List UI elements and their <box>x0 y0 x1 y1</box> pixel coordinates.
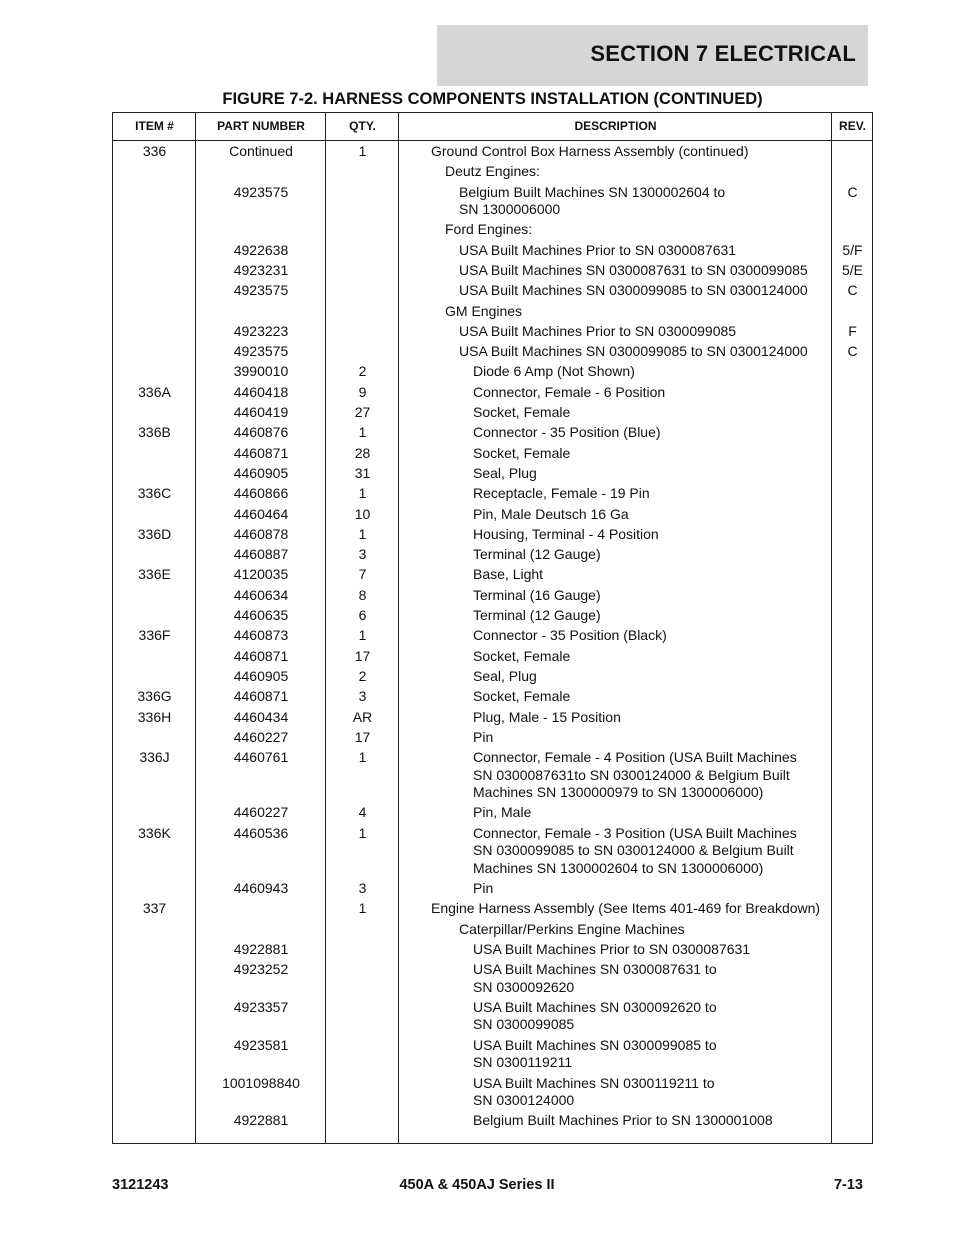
item-number-cell: 336H <box>137 708 172 725</box>
part-number-cell: 4460871 <box>233 444 289 461</box>
table-row <box>113 424 872 444</box>
description-line: USA Built Machines Prior to SN 0300099085 <box>459 322 737 339</box>
table-row <box>113 323 872 343</box>
section-header-band <box>437 25 868 86</box>
table-row <box>113 404 872 424</box>
part-number-cell: 4460418 <box>233 383 289 400</box>
description-line: USA Built Machines SN 0300087631 to SN 0300099085 <box>459 261 808 278</box>
description-line: USA Built Machines Prior to SN 0300087631 <box>473 940 751 957</box>
item-number-cell: 336K <box>138 824 171 841</box>
table-row <box>113 1112 872 1132</box>
part-number-cell: 4460866 <box>233 485 289 502</box>
table-row <box>113 941 872 961</box>
part-number-cell: 4923575 <box>233 183 289 200</box>
table-row <box>113 1037 872 1075</box>
quantity-cell: 1 <box>358 749 367 766</box>
table-row <box>113 546 872 566</box>
description-line: USA Built Machines SN 0300092620 to <box>473 998 717 1015</box>
description-line: Terminal (12 Gauge) <box>473 607 601 624</box>
table-row <box>113 485 872 505</box>
table-row <box>113 363 872 383</box>
figure-title: FIGURE 7-2. HARNESS COMPONENTS INSTALLATION (CONTINUED) <box>222 90 763 108</box>
part-number-cell: 4460876 <box>233 424 289 441</box>
page-number: 7-13 <box>833 1177 863 1193</box>
description-line: USA Built Machines SN 0300099085 to <box>473 1036 717 1053</box>
description-line: GM Engines <box>445 302 523 319</box>
description-cell <box>459 242 736 260</box>
description-cell <box>473 961 717 996</box>
quantity-cell: 28 <box>354 444 371 461</box>
part-number-cell: 4460905 <box>233 667 289 684</box>
revision-cell: C <box>847 343 858 360</box>
description-line: Diode 6 Amp (Not Shown) <box>473 363 635 380</box>
description-line: Pin <box>473 880 494 896</box>
part-number-cell: 4922881 <box>233 1112 289 1129</box>
quantity-cell: 8 <box>358 586 367 603</box>
description-line: Connector - 35 Position (Black) <box>473 627 667 644</box>
quantity-cell: 1 <box>358 900 367 917</box>
quantity-cell: 17 <box>354 647 371 664</box>
description-cell <box>445 303 522 321</box>
description-line: Terminal (12 Gauge) <box>473 546 601 563</box>
table-row <box>113 880 872 900</box>
table-row <box>113 1075 872 1113</box>
description-line: SN 0300087631to SN 0300124000 & Belgium Built <box>473 766 790 783</box>
part-number-cell: 4923357 <box>233 998 289 1015</box>
section-title: SECTION 7 ELECTRICAL <box>590 41 856 66</box>
part-number-cell: 4460227 <box>233 804 289 821</box>
part-number-cell: 4460536 <box>233 824 289 841</box>
description-cell <box>473 804 531 822</box>
description-cell <box>473 607 601 625</box>
column-header-description: DESCRIPTION <box>574 119 657 133</box>
table-row <box>113 961 872 999</box>
part-number-cell: 4923231 <box>233 261 289 278</box>
table-row <box>113 999 872 1037</box>
quantity-cell: 3 <box>358 546 367 563</box>
description-cell <box>431 900 820 918</box>
table-row <box>113 282 872 302</box>
description-cell <box>473 546 601 564</box>
description-line: USA Built Machines SN 0300119211 to <box>473 1074 715 1091</box>
description-line: USA Built Machines SN 0300087631 to <box>473 961 717 978</box>
table-row <box>113 465 872 485</box>
description-cell <box>473 999 717 1034</box>
item-number-cell: 336F <box>138 627 171 644</box>
description-line: SN 0300124000 <box>473 1092 575 1109</box>
quantity-cell: 9 <box>358 383 367 400</box>
table-row <box>113 749 872 804</box>
description-cell <box>473 363 635 381</box>
part-number-cell: 4460943 <box>233 880 289 896</box>
description-line: Receptacle, Female - 19 Pin <box>473 485 650 502</box>
item-number-cell: 336D <box>137 525 172 542</box>
description-line: Base, Light <box>473 566 544 583</box>
item-number-cell: 336J <box>139 749 170 766</box>
description-line: Socket, Female <box>473 444 571 461</box>
column-header-item: ITEM # <box>135 119 174 133</box>
table-row <box>113 648 872 668</box>
description-cell <box>473 709 621 727</box>
description-line: Socket, Female <box>473 647 571 664</box>
part-number-cell: 4923252 <box>233 961 289 978</box>
description-cell <box>473 880 493 898</box>
item-number-cell: 337 <box>142 900 167 917</box>
description-cell <box>473 445 570 463</box>
table-row <box>113 221 872 241</box>
table-row <box>113 709 872 729</box>
description-cell <box>473 566 543 584</box>
description-line: Belgium Built Machines SN 1300002604 to <box>459 183 726 200</box>
description-cell <box>473 1112 773 1130</box>
part-number-cell: 4460887 <box>233 546 289 563</box>
description-line: Socket, Female <box>473 688 571 705</box>
quantity-cell: 7 <box>358 566 367 583</box>
revision-cell: C <box>847 282 858 299</box>
part-number-cell: 4460871 <box>233 688 289 705</box>
description-line: SN 0300099085 <box>473 1016 575 1033</box>
table-row <box>113 526 872 546</box>
description-line: Engine Harness Assembly (See Items 401-469 for Breakdown) <box>431 900 821 917</box>
description-line: Connector, Female - 3 Position (USA Built Machines <box>473 824 797 841</box>
description-cell <box>473 648 570 666</box>
part-number-cell: 4460634 <box>233 586 289 603</box>
revision-cell: 5/F <box>842 241 863 258</box>
document-number: 3121243 <box>112 1177 169 1193</box>
column-header-rev: REV. <box>839 119 866 133</box>
description-cell <box>473 526 659 544</box>
description-cell <box>445 163 540 181</box>
table-row <box>113 921 872 941</box>
quantity-cell: AR <box>352 708 373 725</box>
table-row <box>113 184 872 222</box>
quantity-cell: 1 <box>358 485 367 502</box>
description-line: Caterpillar/Perkins Engine Machines <box>459 920 685 937</box>
quantity-cell: 31 <box>354 464 371 481</box>
part-number-cell: 4120035 <box>233 566 289 583</box>
table-header-row <box>113 113 872 141</box>
parts-table <box>112 112 873 1144</box>
part-number-cell: 4923581 <box>233 1036 289 1053</box>
description-cell <box>473 627 667 645</box>
table-row <box>113 262 872 282</box>
description-line: USA Built Machines SN 0300099085 to SN 0300124000 <box>459 282 808 299</box>
part-number-cell: 4460464 <box>233 505 289 522</box>
quantity-cell: 1 <box>358 525 367 542</box>
part-number-cell: 3990010 <box>233 363 289 380</box>
table-row <box>113 566 872 586</box>
description-line: SN 1300006000 <box>459 201 561 218</box>
item-number-cell: 336B <box>138 424 171 441</box>
description-cell <box>473 668 537 686</box>
description-line: Connector - 35 Position (Blue) <box>473 424 661 441</box>
description-line: USA Built Machines SN 0300099085 to SN 0300124000 <box>459 343 808 360</box>
table-row <box>113 804 872 824</box>
description-cell <box>473 825 797 878</box>
part-number-cell: 4460761 <box>233 749 289 766</box>
description-cell <box>473 1075 715 1110</box>
quantity-cell: 2 <box>358 363 367 380</box>
part-number-cell: 4922638 <box>233 241 289 258</box>
description-line: Connector, Female - 6 Position <box>473 383 666 400</box>
description-cell <box>459 343 808 361</box>
quantity-cell: 1 <box>358 627 367 644</box>
description-line: Ground Control Box Harness Assembly (continued) <box>431 143 749 159</box>
table-row <box>113 900 872 920</box>
description-cell <box>473 485 650 503</box>
quantity-cell: 1 <box>358 824 367 841</box>
part-number-cell: Continued <box>229 143 293 159</box>
description-line: USA Built Machines Prior to SN 0300087631 <box>459 241 737 258</box>
description-line: Pin, Male <box>473 804 532 821</box>
description-cell <box>473 424 661 442</box>
table-row <box>113 668 872 688</box>
description-line: Belgium Built Machines Prior to SN 1300001008 <box>473 1112 773 1129</box>
description-line: Socket, Female <box>473 404 571 421</box>
quantity-cell: 6 <box>358 607 367 624</box>
quantity-cell: 1 <box>358 143 367 159</box>
description-cell <box>459 323 736 341</box>
table-row <box>113 445 872 465</box>
quantity-cell: 4 <box>358 804 367 821</box>
table-row <box>113 143 872 163</box>
table-row <box>113 627 872 647</box>
quantity-cell: 3 <box>358 688 367 705</box>
description-line: Connector, Female - 4 Position (USA Built Machines <box>473 749 797 766</box>
quantity-cell: 17 <box>354 728 371 745</box>
description-line: Pin, Male Deutsch 16 Ga <box>473 505 629 522</box>
part-number-cell: 4460878 <box>233 525 289 542</box>
revision-cell: 5/E <box>841 261 863 278</box>
table-row <box>113 384 872 404</box>
description-cell <box>473 404 570 422</box>
part-number-cell: 4460873 <box>233 627 289 644</box>
description-line: SN 0300099085 to SN 0300124000 & Belgium Built <box>473 842 794 859</box>
description-line: Housing, Terminal - 4 Position <box>473 525 659 542</box>
description-cell <box>473 729 493 747</box>
part-number-cell: 4460635 <box>233 607 289 624</box>
table-row <box>113 825 872 880</box>
item-number-cell: 336A <box>138 383 171 400</box>
item-number-cell: 336C <box>137 485 172 502</box>
description-cell <box>473 587 601 605</box>
item-number-cell: 336G <box>137 688 172 705</box>
table-row <box>113 242 872 262</box>
description-cell <box>473 465 537 483</box>
description-cell <box>473 384 665 402</box>
part-number-cell: 4460905 <box>233 464 289 481</box>
description-cell <box>473 749 797 802</box>
quantity-cell: 1 <box>358 424 367 441</box>
part-number-cell: 4460871 <box>233 647 289 664</box>
description-cell <box>473 941 750 959</box>
part-number-cell: 4923575 <box>233 282 289 299</box>
column-header-part-number: PART NUMBER <box>217 119 305 133</box>
part-number-cell: 4460419 <box>233 404 289 421</box>
description-line: Machines SN 1300002604 to SN 1300006000) <box>473 859 764 876</box>
description-cell <box>459 282 808 300</box>
item-number-cell: 336E <box>138 566 171 583</box>
description-line: Ford Engines: <box>445 221 533 238</box>
revision-cell: F <box>848 322 857 339</box>
table-row <box>113 303 872 323</box>
description-line: SN 0300119211 <box>473 1054 573 1071</box>
table-row <box>113 607 872 627</box>
quantity-cell: 10 <box>354 505 371 522</box>
description-cell <box>431 143 748 161</box>
table-row <box>113 343 872 363</box>
part-number-cell: 4923223 <box>233 322 289 339</box>
description-cell <box>459 262 808 280</box>
revision-cell: C <box>847 183 858 200</box>
table-body <box>113 143 872 1133</box>
description-line: SN 0300092620 <box>473 978 575 995</box>
description-cell <box>473 506 629 524</box>
description-cell <box>473 688 570 706</box>
part-number-cell: 4923575 <box>233 343 289 360</box>
item-number-cell: 336 <box>142 143 167 159</box>
quantity-cell: 3 <box>358 880 367 896</box>
description-line: Terminal (16 Gauge) <box>473 586 601 603</box>
part-number-cell: 4460227 <box>233 728 289 745</box>
description-line: Seal, Plug <box>473 667 537 684</box>
description-line: Machines SN 1300000979 to SN 1300006000) <box>473 784 764 801</box>
part-number-cell: 1001098840 <box>222 1074 300 1091</box>
part-number-cell: 4922881 <box>233 940 289 957</box>
column-header-qty: QTY. <box>349 119 376 133</box>
description-cell <box>445 221 532 239</box>
table-row <box>113 587 872 607</box>
table-row <box>113 506 872 526</box>
description-line: Pin <box>473 728 494 745</box>
model-name: 450A & 450AJ Series II <box>399 1177 555 1193</box>
description-line: Seal, Plug <box>473 464 537 481</box>
table-row <box>113 688 872 708</box>
description-cell <box>459 184 725 219</box>
description-line: Plug, Male - 15 Position <box>473 708 621 725</box>
part-number-cell: 4460434 <box>233 708 289 725</box>
table-row <box>113 163 872 183</box>
description-cell <box>473 1037 717 1072</box>
table-row <box>113 729 872 749</box>
quantity-cell: 2 <box>358 667 367 684</box>
description-line: Deutz Engines: <box>445 163 540 180</box>
quantity-cell: 27 <box>354 404 371 421</box>
description-cell <box>459 921 685 939</box>
